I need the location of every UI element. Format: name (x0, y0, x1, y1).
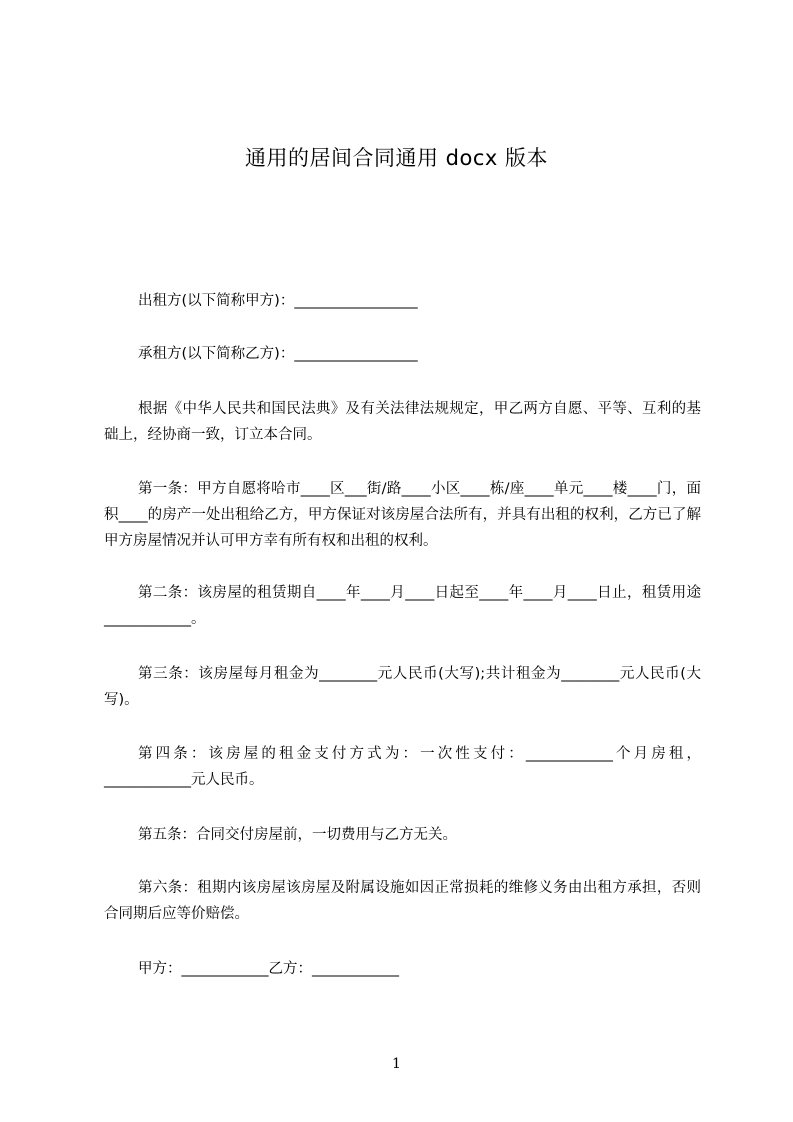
page-title: 通用的居间合同通用 docx 版本 (244, 146, 548, 170)
lessee-line: 承租方(以下简称乙方)：_________________ (138, 346, 418, 362)
page-number: 1 (392, 1056, 401, 1072)
signature-line: 甲方：____________乙方：____________ (138, 961, 399, 977)
intro-paragraph: 根据《中华人民共和国民法典》及有关法律法规规定，甲乙两方自愿、平等、互利的基础上，经协商一致，订立本合同。 (104, 401, 701, 443)
article-2: 第二条：该房屋的租赁期自____年____月____日起至____年____月____日止，租赁用途____________。 (104, 585, 701, 627)
article-6: 第六条：租期内该房屋该房屋及附属设施如因正常损耗的维修义务由出租方承担，否则合同期后应等价赔偿。 (104, 880, 701, 922)
article-1: 第一条：甲方自愿将哈市____区___街/路____小区____栋/座____单元____楼____门，面积____的房产一处出租给乙方，甲方保证对该房屋合法所有，并具有出租的权利，乙方已了解甲方房屋情况并认可甲方幸有所有权和出租的权利。 (104, 481, 701, 549)
article-3: 第三条：该房屋每月租金为________元人民币(大写);共计租金为________元人民币(大写)。 (104, 666, 701, 708)
article-4: 第四条：该房屋的租金支付方式为：一次性支付：____________个月房租，____________元人民币。 (104, 746, 701, 788)
lessor-line: 出租方(以下简称甲方)：_________________ (138, 293, 418, 309)
article-5: 第五条：合同交付房屋前，一切费用与乙方无关。 (138, 827, 457, 843)
